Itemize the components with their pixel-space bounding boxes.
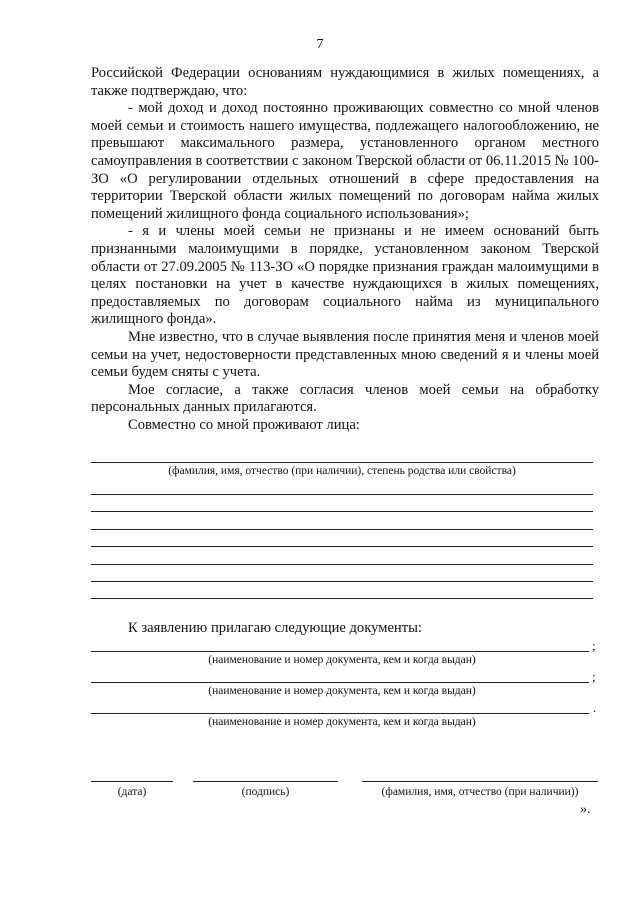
full-name-caption: (фамилия, имя, отчество (при наличии))	[381, 786, 579, 798]
attachment-caption-3: (наименование и номер документа, кем и когда выдан)	[208, 716, 476, 728]
residents-caption: (фамилия, имя, отчество (при наличии), степень родства или свойства)	[168, 465, 516, 477]
paragraph-income-clause: - мой доход и доход постоянно проживающих совместно со мной членов моей семьи и стоимость нашего имущества, подлежащего налогообложению, не превышают максимального размера, установленного органом местного самоуправления в соответствии с законом Тверской области от 06.11.2015 № 100-ЗО «О регулировании отдельных отношений в сфере предоставления на территории Тверской области жилых помещений по договорам найма жилых помещений жилищного фонда социального использования»;	[91, 100, 599, 222]
residents-line-7[interactable]	[91, 581, 593, 582]
residents-line-6[interactable]	[91, 564, 593, 565]
page-number: 7	[316, 37, 324, 52]
paragraph-awareness: Мне известно, что в случае выявления после принятия меня и членов моей семьи на учет, недостоверности представленных мною сведений я и члены моей семьи будем сняты с учета.	[91, 328, 599, 381]
paragraph-residents-intro: Совместно со мной проживают лица:	[128, 416, 360, 433]
residents-line-4[interactable]	[91, 529, 593, 530]
attachments-title: К заявлению прилагаю следующие документы:	[128, 620, 422, 636]
paragraph-continuation: Российской Федерации основаниям нуждающимися в жилых помещениях, а также подтверждаю, что:	[91, 65, 599, 99]
attachment-line-3[interactable]	[91, 713, 589, 714]
paragraph-consent: Мое согласие, а также согласия членов моей семьи на обработку персональных данных прилагаются.	[91, 381, 599, 416]
residents-line-5[interactable]	[91, 546, 593, 547]
attachment-line-1[interactable]	[91, 651, 589, 652]
attachment-line-2[interactable]	[91, 682, 589, 683]
attachment-caption-1: (наименование и номер документа, кем и когда выдан)	[208, 654, 476, 666]
closing-quote: ».	[580, 802, 591, 817]
signature-caption: (подпись)	[241, 786, 290, 798]
attachment-punct-1: ;	[592, 638, 596, 653]
attachment-caption-2: (наименование и номер документа, кем и когда выдан)	[208, 685, 476, 697]
residents-line-8[interactable]	[91, 598, 593, 599]
paragraph-low-income-clause: - я и члены моей семьи не признаны и не имеем оснований быть признанными малоимущими в порядке, установленном законом Тверской области от 27.09.2005 № 113-ЗО «О порядке признания граждан малоимущими в целях постановки на учет в качестве нуждающихся в жилых помещениях, предоставляемых по договорам социального найма из муниципального жилищного фонда».	[91, 223, 599, 328]
attachment-punct-2: ;	[592, 669, 596, 684]
full-name-line[interactable]	[362, 781, 598, 782]
residents-line-1[interactable]	[91, 462, 593, 463]
statement-body	[91, 65, 599, 434]
residents-line-2[interactable]	[91, 494, 593, 495]
residents-line-3[interactable]	[91, 511, 593, 512]
attachment-punct-3: .	[593, 700, 597, 715]
date-line[interactable]	[91, 781, 173, 782]
date-caption: (дата)	[117, 786, 147, 798]
signature-line[interactable]	[193, 781, 338, 782]
